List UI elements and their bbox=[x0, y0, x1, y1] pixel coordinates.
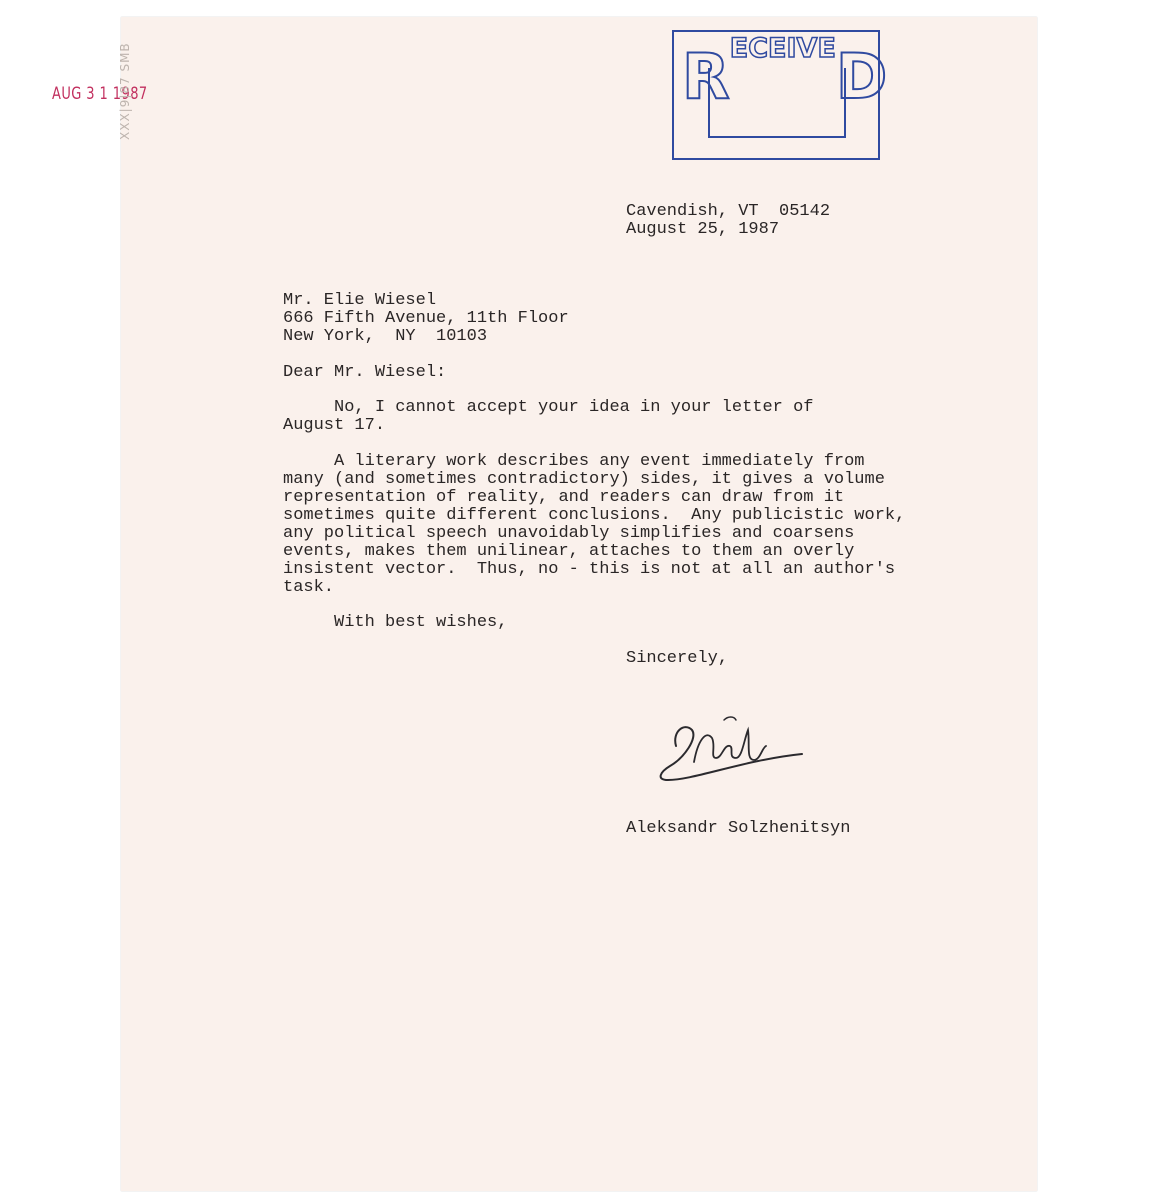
stamp-first-letter: R bbox=[682, 40, 730, 113]
stamp-letter: C bbox=[748, 33, 769, 64]
margin-pencil-note: XXX|9|87 SMB bbox=[118, 42, 132, 140]
recipient-name: Mr. Elie Wiesel bbox=[283, 291, 437, 310]
body-line: With best wishes, bbox=[283, 613, 508, 632]
signer-name: Aleksandr Solzhenitsyn bbox=[626, 819, 851, 838]
recipient-city: New York, NY 10103 bbox=[283, 327, 488, 346]
body-line: many (and sometimes contradictory) sides, it gives a volume bbox=[283, 470, 885, 489]
stamp-date: AUG 3 1 1987 bbox=[52, 84, 148, 104]
body-line: insistent vector. Thus, no - this is not at all an author's bbox=[283, 560, 896, 579]
body-line: events, makes them unilinear, attaches to them an overly bbox=[283, 542, 855, 561]
letter-date: August 25, 1987 bbox=[626, 220, 780, 239]
handwritten-signature bbox=[654, 700, 804, 790]
letter-page bbox=[121, 17, 1037, 1191]
recipient-street: 666 Fifth Avenue, 11th Floor bbox=[283, 309, 569, 328]
stamp-letter: I bbox=[786, 33, 797, 64]
body-line: representation of reality, and readers can draw from it bbox=[283, 488, 845, 507]
stamp-letter: V bbox=[796, 33, 818, 64]
body-line: any political speech unavoidably simplifies and coarsens bbox=[283, 524, 855, 543]
body-line: sometimes quite different conclusions. Any publicistic work, bbox=[283, 506, 906, 525]
stamp-letter: E bbox=[817, 33, 836, 64]
salutation: Dear Mr. Wiesel: bbox=[283, 363, 447, 382]
body-line: No, I cannot accept your idea in your letter of bbox=[283, 398, 814, 417]
body-line: task. bbox=[283, 578, 335, 597]
received-stamp bbox=[672, 30, 888, 160]
stamp-letter: E bbox=[768, 33, 787, 64]
stamp-inner-frame bbox=[708, 68, 846, 138]
stamp-last-letter: D bbox=[835, 40, 888, 113]
body-line: August 17. bbox=[283, 416, 386, 435]
sender-location: Cavendish, VT 05142 bbox=[626, 202, 831, 221]
body-line: A literary work describes any event immediately from bbox=[283, 452, 865, 471]
stamp-letter: E bbox=[729, 33, 749, 64]
closing: Sincerely, bbox=[626, 649, 729, 668]
